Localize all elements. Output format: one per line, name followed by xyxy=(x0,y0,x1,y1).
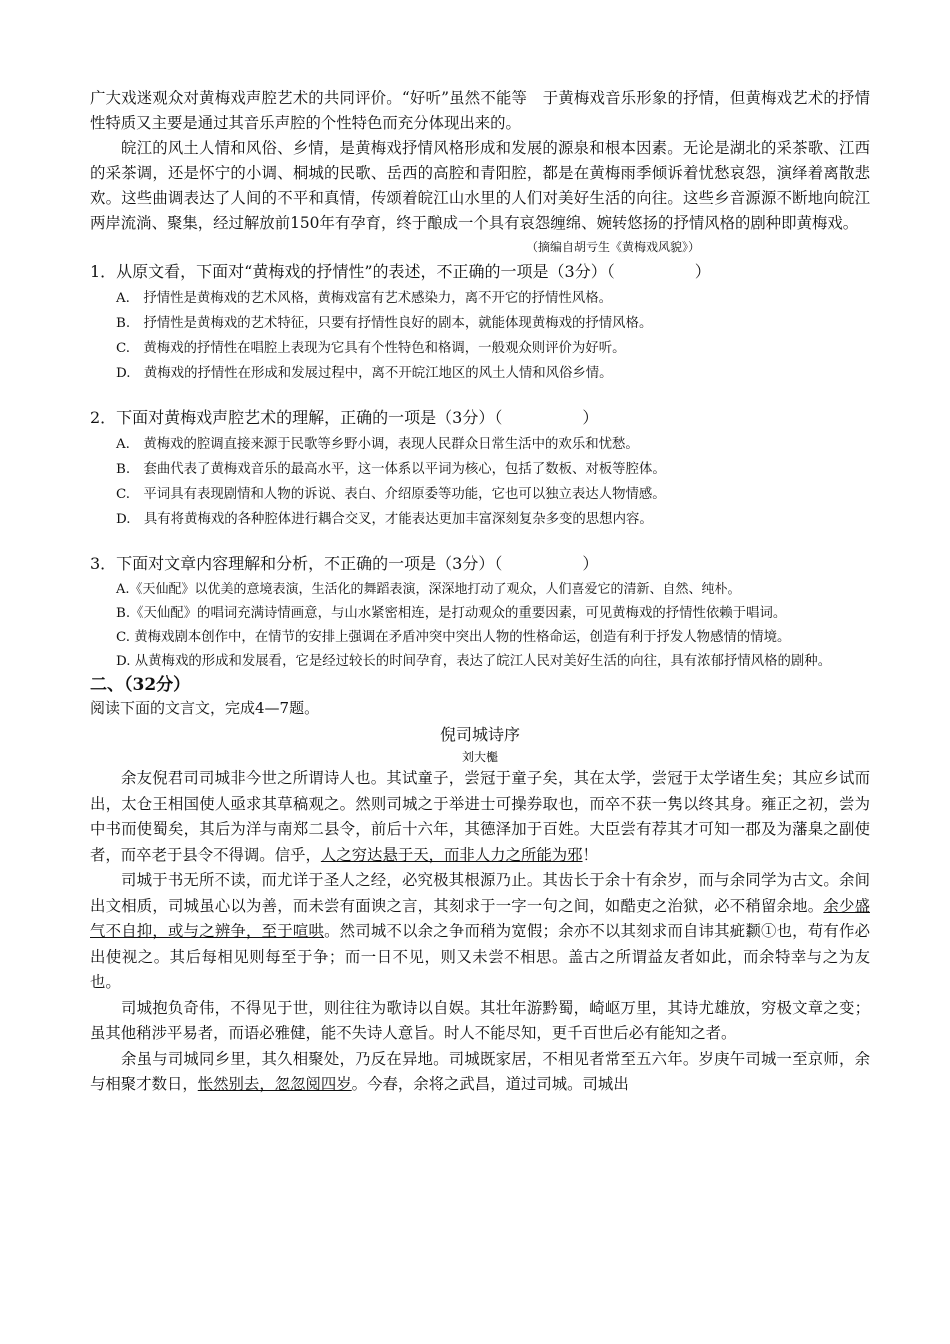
intro-paragraph-1: 广大戏迷观众对黄梅戏声腔艺术的共同评价。“好听”虽然不能等 于黄梅戏音乐形象的抒情，但黄梅戏艺术的抒情性特质又主要是通过其音乐声腔的个性特色而充分体现出来的。 xyxy=(90,89,870,132)
question-1-option-c: C. 黄梅戏的抒情性在唱腔上表现为它具有个性特色和格调，一般观众则评价为好听。 xyxy=(116,341,626,356)
source-citation: （摘编自胡亏生《黄梅戏风貌》） xyxy=(525,240,700,254)
intro-paragraph-2: 皖江的风土人情和风俗、乡情，是黄梅戏抒情风格形成和发展的源泉和根本因素。无论是湖北的采茶歌、江西的采茶调，还是怀宁的小调、桐城的民歌、岳西的高腔和青阳腔，都是在黄梅雨季倾诉着忧愁哀怨，演绎着离散悲欢。这些曲调表达了人间的不平和真情，传颂着皖江山水里的人们对美好生活的向往。这些乡音源源不断地向皖江两岸流淌、聚集，经过解放前150年有孕育，终于酿成一个具有哀怨缠绵、婉转悠扬的抒情风格的剧种即黄梅戏。 xyxy=(90,139,870,232)
classical-paragraph-1 xyxy=(90,766,870,868)
classical-paragraph-4 xyxy=(90,1047,870,1098)
spacer xyxy=(90,532,870,550)
question-3-option-d: D. 从黄梅戏的形成和发展看，它是经过较长的时间孕育，表达了皖江人民对美好生活的向往，具有浓郁抒情风格的剧种。 xyxy=(116,654,832,669)
question-3-option-a: A.《天仙配》以优美的意境表演，生活化的舞蹈表演，深深地打动了观众，人们喜爱它的清新、自然、纯朴。 xyxy=(116,582,741,597)
classical-text: 司城于书无所不读，而尤详于圣人之经，必究极其根源乃止。其齿长于余十有余岁，而与余同学为古文。余间出文相质，司城虽心以为善，而未尝有面谀之言，其刻求于一字一句之间，如酷吏之治狱，必不稍留余地。 xyxy=(90,871,870,915)
classical-text: 。然司城不以余之争而稍为宽假；余亦不以其刻求而自讳其疵颣①也，苟有作必出使视之。其后每相见则每至于争；而一日不见，则又未尝不相思。盖古之所谓益友者如此，而余特幸与之为友也。 xyxy=(90,922,870,991)
section-instruction: 阅读下面的文言文，完成4—7题。 xyxy=(90,699,320,717)
document-page xyxy=(90,86,870,1098)
question-2-option-d: D. 具有将黄梅戏的各种腔体进行耦合交叉，才能表达更加丰富深刻复杂多变的思想内容。 xyxy=(116,512,653,527)
classical-text: 余虽与司城同乡里，其久相聚处，乃反在异地。司城既家居，不相见者常至五六年。岁庚午司城一至京师，余与相聚才数日， xyxy=(90,1049,870,1093)
classical-text: 。今春，余将之武昌，道过司城。司城出 xyxy=(351,1075,629,1093)
question-2-option-c: C. 平词具有表现剧情和人物的诉说、表白、介绍原委等功能，它也可以独立表达人物情感。 xyxy=(116,487,666,502)
section-heading: 二、（32分） xyxy=(90,675,191,695)
classical-text: ！ xyxy=(582,845,598,864)
question-1-stem: 1．从原文看，下面对“黄梅戏的抒情性”的表述，不正确的一项是（3分）（ ） xyxy=(90,262,711,281)
question-1-option-d: D. 黄梅戏的抒情性在形成和发展过程中，离不开皖江地区的风土人情和风俗乡情。 xyxy=(116,366,613,381)
question-1-option-a: A. 抒情性是黄梅戏的艺术风格，黄梅戏富有艺术感染力，离不开它的抒情性风格。 xyxy=(116,291,612,306)
question-3-option-b: B.《天仙配》的唱词充满诗情画意，与山水紧密相连，是打动观众的重要因素，可见黄梅戏的抒情性依赖于唱词。 xyxy=(116,606,787,621)
question-3-stem: 3．下面对文章内容理解和分析，不正确的一项是（3分）（ ） xyxy=(90,554,599,573)
underlined-sentence: 怅然别去，忽忽阅四岁 xyxy=(197,1075,352,1093)
passage-title: 倪司城诗序 xyxy=(439,725,520,744)
spacer xyxy=(90,386,870,404)
classical-paragraph-3: 司城抱负奇伟，不得见于世，则往往为歌诗以自娱。其壮年游黔蜀，崎岖万里，其诗尤雄放，穷极文章之变；虽其他稍涉平易者，而语必雅健，能不失诗人意旨。时人不能尽知，更千百世后必有能知之者。 xyxy=(90,998,870,1042)
classical-text: 余友倪君司司城非今世之所谓诗人也。其试童子，尝冠于童子矣，其在太学，尝冠于太学诸生矣；其应乡试而出，太仓王相国使人亟求其草稿观之。然则司城之于举进士可操券取也，而卒不获一隽以终其身。雍正之初，尝为中书而使蜀矣，其后为洋与南郑二县令，前后十六年，其德泽加于百姓。大臣尝有荐其才可知一郡及为藩臬之副使者，而卒老于县令不得调。信乎， xyxy=(90,769,870,864)
underlined-sentence: 余少盛气不自抑，或与之辨争，至于喧哄 xyxy=(90,896,870,940)
question-2-stem: 2．下面对黄梅戏声腔艺术的理解，正确的一项是（3分）（ ） xyxy=(90,408,599,427)
classical-paragraph-2 xyxy=(90,868,870,996)
underlined-sentence: 人之穷达悬于天，而非人力之所能为邪 xyxy=(320,845,583,864)
question-2-option-b: B. 套曲代表了黄梅戏音乐的最高水平，这一体系以平词为核心，包括了数板、对板等腔体。 xyxy=(116,462,666,477)
question-1-option-b: B. 抒情性是黄梅戏的艺术特征，只要有抒情性良好的剧本，就能体现黄梅戏的抒情风格。 xyxy=(116,316,653,331)
question-3-option-c: C. 黄梅戏剧本创作中，在情节的安排上强调在矛盾冲突中突出人物的性格命运，创造有利于抒发人物感情的情境。 xyxy=(116,630,791,645)
question-2-option-a: A. 黄梅戏的腔调直接来源于民歌等乡野小调，表现人民群众日常生活中的欢乐和忧愁。 xyxy=(116,437,639,452)
passage-author: 刘大櫆 xyxy=(461,750,498,764)
